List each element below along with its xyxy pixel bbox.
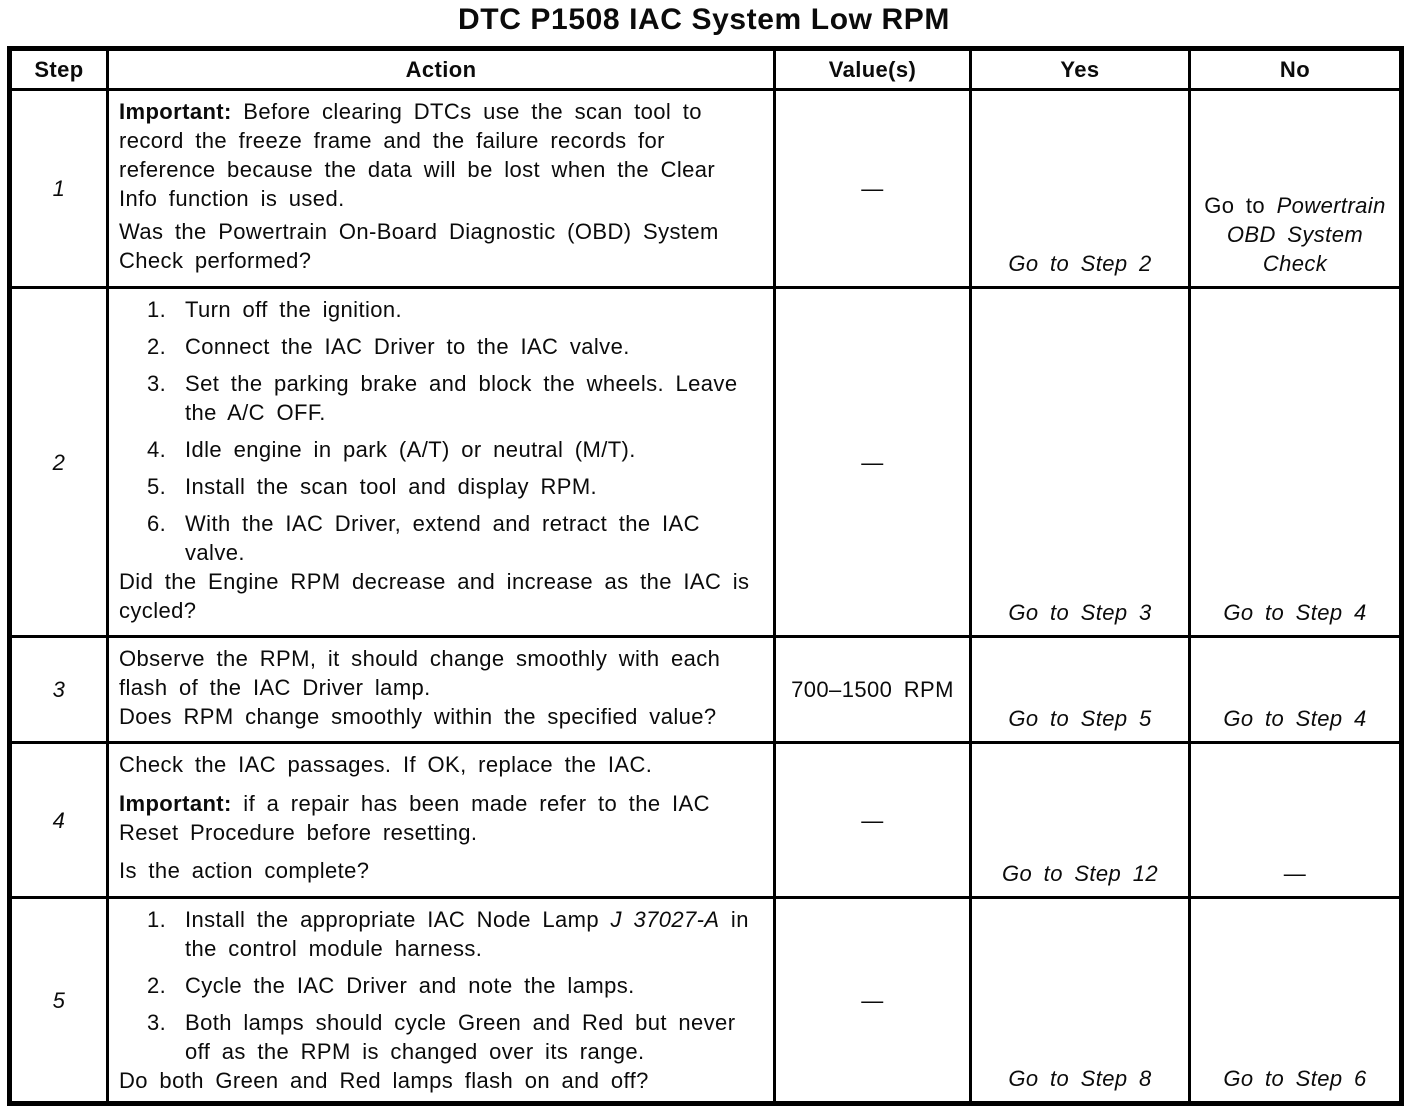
table-row [10,898,1402,1104]
list-item [147,295,763,324]
question-text [119,217,763,275]
no-cell [1190,637,1402,743]
numbered-list [147,295,763,567]
text-segment: Go to [1204,193,1277,218]
text-segment: if a repair has been made refer to the IAC Reset Procedure before resetting. [119,790,710,845]
text-segment: With the IAC Driver, extend and retract the IAC valve. [185,511,700,565]
action-content [119,97,763,275]
table-row [10,743,1402,898]
action-paragraph [119,789,763,847]
action-cell [108,743,775,898]
text-segment: Does RPM change smoothly within the specified value? [119,704,717,729]
list-number: 5. [147,474,167,499]
text-segment: Important: [119,99,232,124]
header-values: Value(s) [775,49,971,90]
list-item-text [185,509,763,567]
list-number: 3. [147,371,167,396]
step-cell: 1 [10,90,108,288]
text-segment: Go to Step 5 [1008,706,1152,731]
text-segment: Go to Step 4 [1223,600,1367,625]
action-content [119,905,763,1095]
header-no: No [1190,49,1402,90]
text-segment: Install the scan tool and display RPM. [185,474,598,499]
text-segment: Powertrain OBD System Check [1226,193,1386,276]
action-cell [108,90,775,288]
question-text [119,1066,763,1095]
list-item [147,905,763,963]
list-item [147,332,763,361]
text-segment: Cycle the IAC Driver and note the lamps. [185,973,635,998]
yes-cell [971,288,1190,637]
list-number: 2. [147,973,167,998]
text-segment: Idle engine in park (A/T) or neutral (M/T). [185,437,636,462]
text-segment: Observe the RPM, it should change smoothly with each flash of the IAC Driver lamp. [119,646,721,700]
list-item-text [185,295,763,324]
text-segment: Did the Engine RPM decrease and increase as the IAC is cycled? [119,569,750,623]
text-segment: Go to Step 2 [1008,251,1152,276]
list-item [147,1008,763,1066]
action-cell [108,898,775,1104]
text-segment: Do both Green and Red lamps flash on and off? [119,1068,649,1093]
list-item [147,971,763,1000]
text-segment: Both lamps should cycle Green and Red but never off as the RPM is changed over its range. [185,1010,736,1064]
text-segment: Is the action complete? [119,858,370,883]
list-item-text [185,1008,763,1066]
text-segment: Important: [119,790,232,816]
text-segment: Connect the IAC Driver to the IAC valve. [185,334,630,359]
question-text [119,567,763,625]
question-text [119,856,763,885]
list-item [147,509,763,567]
list-number: 6. [147,511,167,536]
no-cell [1190,288,1402,637]
no-cell [1190,90,1402,288]
yes-cell [971,743,1190,898]
list-item-text [185,435,763,464]
list-item [147,435,763,464]
action-paragraph [119,644,763,702]
text-segment: Install the appropriate IAC Node Lamp [185,907,611,932]
text-segment: Go to Step 8 [1008,1066,1152,1091]
step-cell: 5 [10,898,108,1104]
header-action: Action [108,49,775,90]
yes-cell [971,898,1190,1104]
list-item-text [185,472,763,501]
action-paragraph [119,97,763,213]
value-cell: — [775,288,971,637]
text-segment: in the control module harness. [185,907,749,961]
action-content [119,750,763,885]
list-number: 3. [147,1010,167,1035]
action-paragraph [119,750,763,779]
list-number: 4. [147,437,167,462]
list-number: 2. [147,334,167,359]
value-cell: — [775,743,971,898]
list-item-text [185,332,763,361]
text-segment: Turn off the ignition. [185,297,403,322]
text-segment: — [1283,861,1307,886]
text-segment: Go to Step 3 [1008,600,1152,625]
table-row [10,90,1402,288]
action-content [119,295,763,625]
table-body [10,90,1402,1104]
text-segment: J 37027-A [610,907,720,932]
value-cell: — [775,90,971,288]
list-item [147,472,763,501]
list-number: 1. [147,907,167,932]
text-segment: Before clearing DTCs use the scan tool to record the freeze frame and the failure records for reference because the data will be lost when the Clear Info function is used. [119,99,716,211]
action-cell [108,288,775,637]
text-segment: Set the parking brake and block the wheels. Leave the A/C OFF. [185,371,738,425]
text-segment: Go to Step 6 [1223,1066,1367,1091]
text-segment: Was the Powertrain On-Board Diagnostic (OBD) System Check performed? [119,219,719,273]
text-segment: Go to Step 4 [1223,706,1367,731]
table-header [10,49,1402,90]
step-cell: 4 [10,743,108,898]
value-cell: 700–1500 RPM [775,637,971,743]
text-segment: Go to Step 12 [1002,861,1158,886]
no-cell [1190,898,1402,1104]
header-row [10,49,1402,90]
question-text [119,702,763,731]
header-step: Step [10,49,108,90]
no-cell [1190,743,1402,898]
step-cell: 3 [10,637,108,743]
table-row [10,288,1402,637]
yes-cell [971,90,1190,288]
action-content [119,644,763,731]
value-cell: — [775,898,971,1104]
list-number: 1. [147,297,167,322]
step-cell: 2 [10,288,108,637]
diagnostic-table [7,46,1404,1106]
list-item [147,369,763,427]
action-cell [108,637,775,743]
yes-cell [971,637,1190,743]
list-item-text [185,905,763,963]
header-yes: Yes [971,49,1190,90]
list-item-text [185,369,763,427]
list-item-text [185,971,763,1000]
table-row [10,637,1402,743]
numbered-list [147,905,763,1066]
text-segment: Check the IAC passages. If OK, replace the IAC. [119,752,653,777]
page-title: DTC P1508 IAC System Low RPM [458,3,950,36]
